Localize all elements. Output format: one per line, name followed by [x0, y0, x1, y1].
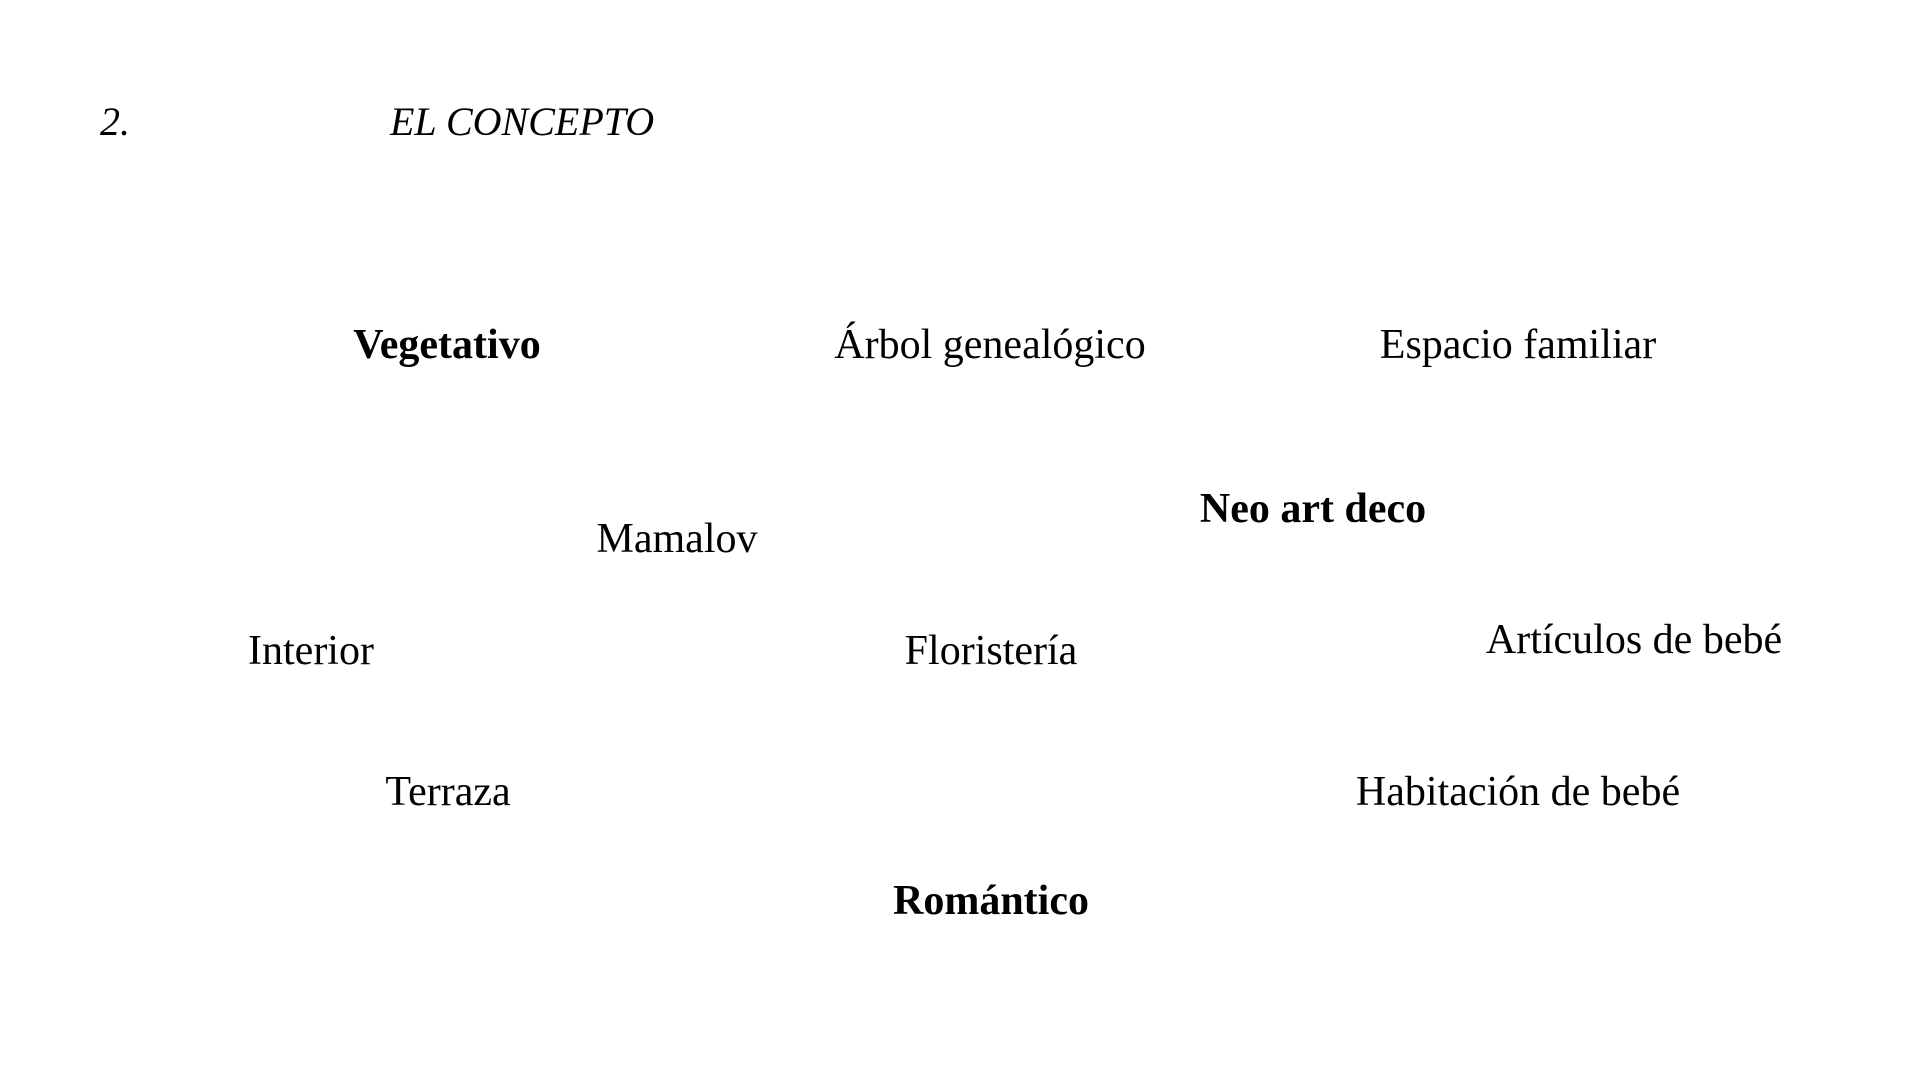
keyword-neo-art-deco: Neo art deco: [1199, 486, 1427, 532]
keyword-mamalov: Mamalov: [596, 516, 758, 562]
keyword-interior: Interior: [248, 628, 374, 674]
keyword-romantico: Romántico: [893, 878, 1089, 924]
keyword-espacio-familiar: Espacio familiar: [1379, 322, 1657, 368]
section-title: EL CONCEPTO: [390, 99, 655, 144]
section-number: 2.: [100, 99, 130, 144]
keyword-terraza: Terraza: [385, 769, 511, 815]
keyword-arbol-genealogico: Árbol genealógico: [834, 322, 1146, 368]
keyword-articulos-de-bebe: Artículos de bebé: [1485, 617, 1783, 663]
keyword-vegetativo: Vegetativo: [353, 322, 541, 368]
keyword-habitacion-de-bebe: Habitación de bebé: [1355, 769, 1681, 815]
keyword-floristeria: Floristería: [904, 628, 1078, 674]
